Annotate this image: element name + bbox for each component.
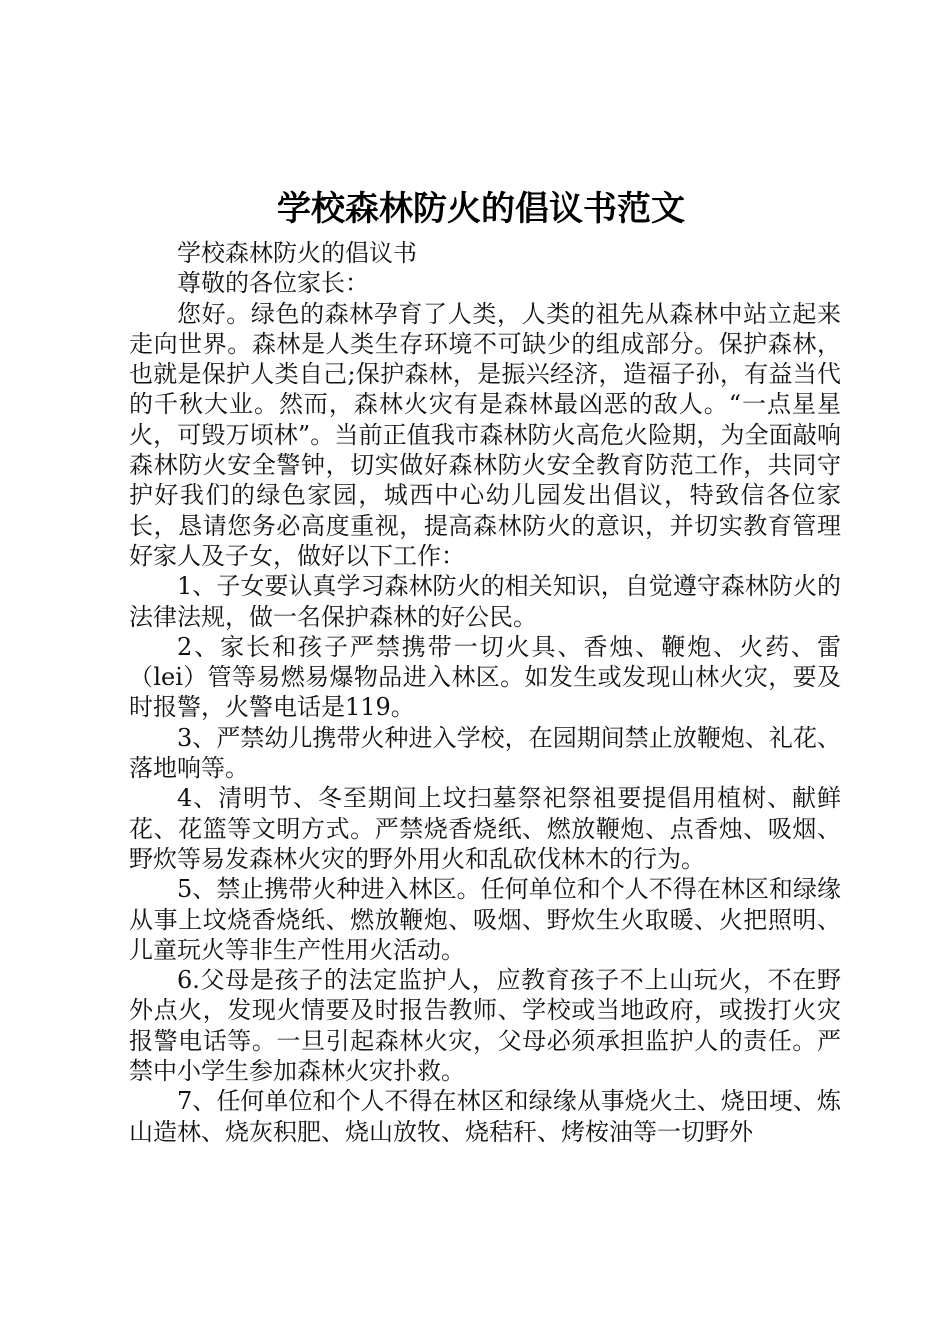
document-title: 学校森林防火的倡议书范文 [277, 189, 685, 229]
paragraph-item-3: 3、严禁幼儿携带火种进入学校，在园期间禁止放鞭炮、礼花、落地响等。 [129, 723, 841, 783]
paragraph-intro: 您好。绿色的森林孕育了人类，人类的祖先从森林中站立起来走向世界。森林是人类生存环境不可缺少的组成部分。保护森林，也就是保护人类自己;保护森林，是振兴经济，造福子孙，有益当代的千秋大业。然而，森林火灾有是森林最凶恶的敌人。“一点星星火，可毁万顷林”。当前正值我市森林防火高危火险期，为全面敲响森林防火安全警钟，切实做好森林防火安全教育防范工作，共同守护好我们的绿色家园，城西中心幼儿园发出倡议，特致信各位家长，恳请您务必高度重视，提高森林防火的意识，并切实教育管理好家人及子女，做好以下工作： [129, 299, 841, 570]
paragraph-item-7: 7、任何单位和个人不得在林区和绿缘从事烧火土、烧田埂、炼山造林、烧灰积肥、烧山放牧、烧秸秆、烤桉油等一切野外 [129, 1087, 841, 1146]
paragraph-item-2: 2、家长和孩子严禁携带一切火具、香烛、鞭炮、火药、雷（lei）管等易燃易爆物品进入林区。如发生或发现山林火灾，要及时报警，火警电话是119。 [129, 632, 841, 722]
paragraph-item-1: 1、子女要认真学习森林防火的相关知识，自觉遵守森林防火的法律法规，做一名保护森林的好公民。 [129, 572, 841, 631]
paragraph-subtitle: 学校森林防火的倡议书 [177, 239, 417, 267]
paragraph-item-5: 5、禁止携带火种进入林区。任何单位和个人不得在林区和绿缘从事上坟烧香烧纸、燃放鞭炮、吸烟、野炊生火取暖、火把照明、儿童玩火等非生产性用火活动。 [129, 875, 841, 964]
document-body [129, 238, 841, 1147]
paragraph-salutation: 尊敬的各位家长： [177, 269, 369, 298]
paragraph-item-4: 4、清明节、冬至期间上坟扫墓祭祀祭祖要提倡用植树、献鲜花、花篮等文明方式。严禁烧香烧纸、燃放鞭炮、点香烛、吸烟、野炊等易发森林火灾的野外用火和乱砍伐林木的行为。 [129, 784, 841, 873]
paragraph-item-6: 6.父母是孩子的法定监护人，应教育孩子不上山玩火，不在野外点火，发现火情要及时报告教师、学校或当地政府，或拨打火灾报警电话等。一旦引起森林火灾，父母必须承担监护人的责任。严禁中小学生参加森林火灾扑救。 [129, 966, 841, 1086]
